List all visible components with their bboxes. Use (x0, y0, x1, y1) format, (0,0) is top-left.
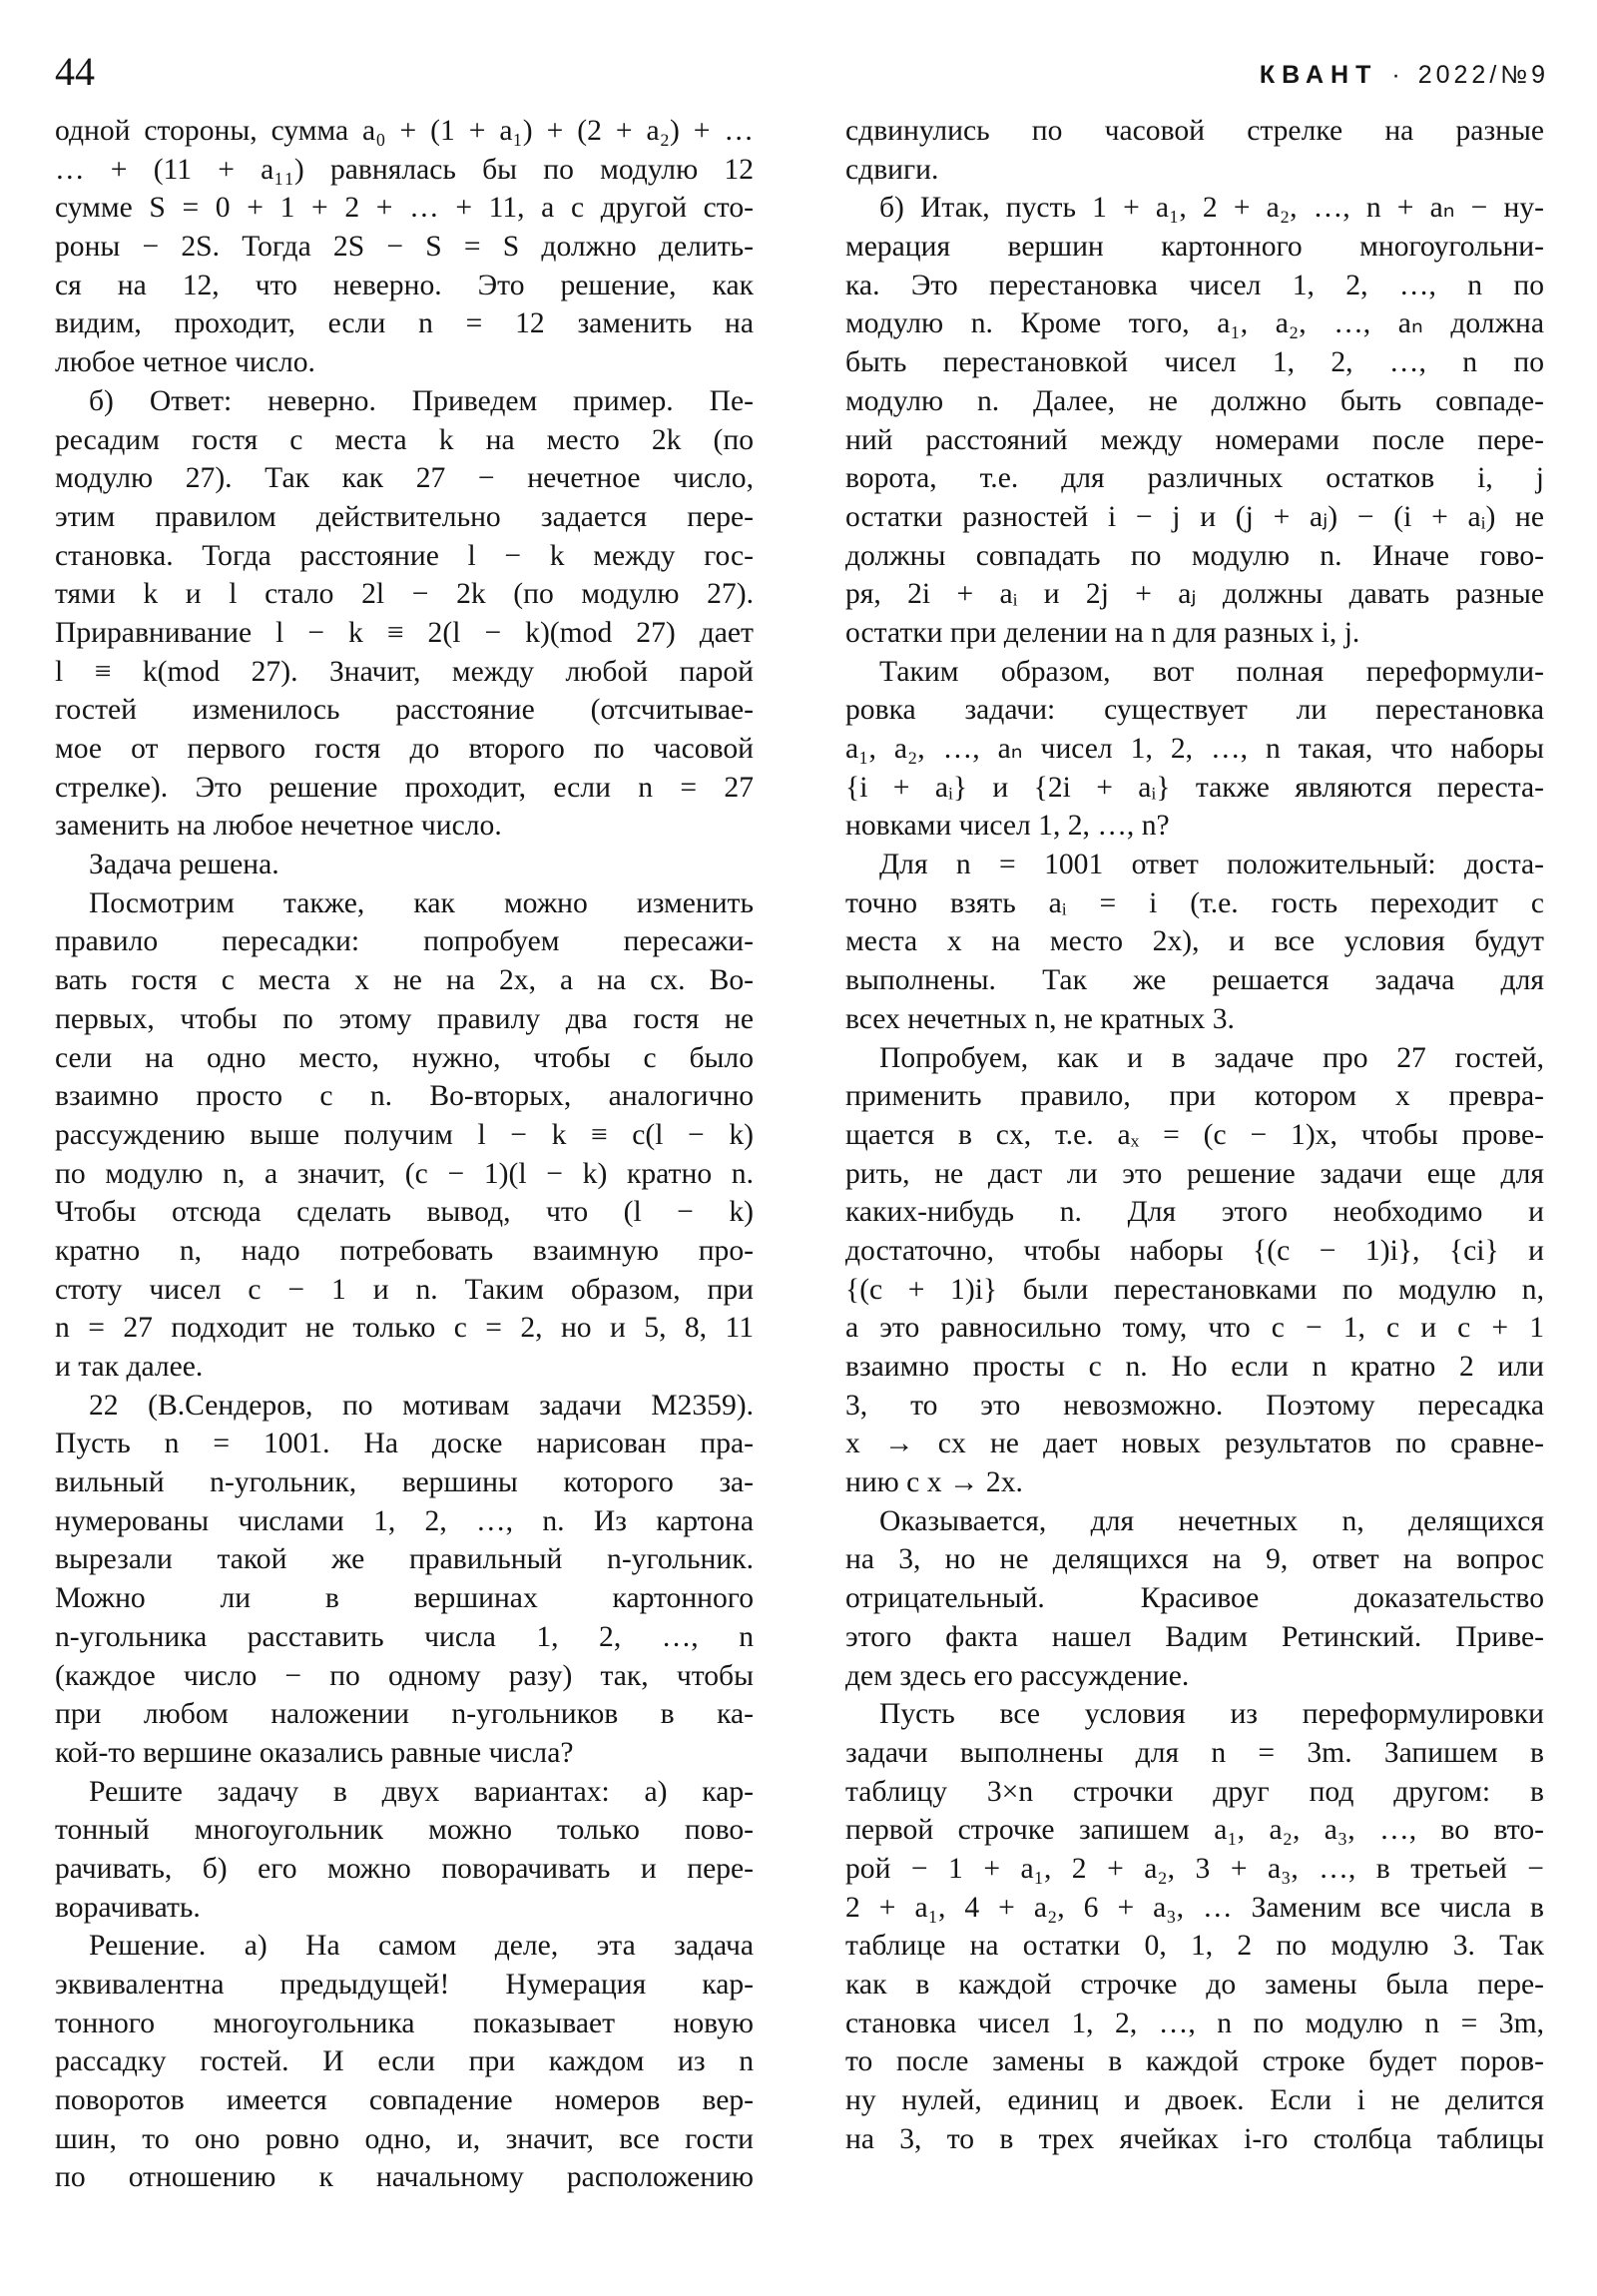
text-line: эквивалентна предыдущей! Нумерация кар- (55, 1969, 754, 2001)
text-line: кой-то вершине оказались равные числа? (55, 1736, 574, 1769)
text-line: стрелке). Это решение проходит, если n = 27 (55, 771, 754, 804)
text-line: тонный многоугольник можно только пово- (55, 1814, 754, 1847)
text-line: роны − 2S. Тогда 2S − S = S должно делить- (55, 231, 754, 264)
text-line: тонного многоугольника показывает новую (55, 2007, 754, 2039)
text-line: б) Итак, пусть 1 + a₁, 2 + a₂, …, n + aₙ − ну- (879, 192, 1544, 225)
text-line: стоту чисел c − 1 и n. Таким образом, при (55, 1273, 754, 1306)
text-line: сдвинулись по часовой стрелке на разные (845, 115, 1544, 147)
text-line: нумерованы числами 1, 2, …, n. Из картона (55, 1504, 754, 1537)
text-line: сели на одно место, нужно, чтобы c было (55, 1041, 754, 1074)
text-line: должны совпадать по модулю n. Иначе гово- (845, 539, 1544, 572)
text-line: x → cx не дает новых результатов по сравне- (845, 1428, 1544, 1460)
text-line: сдвиги. (845, 153, 939, 186)
text-line: вать гостя с места x не на 2x, а на cx. Во- (55, 964, 754, 997)
text-line: l ≡ k(mod 27). Значит, между любой парой (55, 655, 754, 688)
text-line: первой строчке запишем a₁, a₂, a₃, …, во вто- (845, 1814, 1544, 1847)
text-line: Оказывается, для нечетных n, делящихся (879, 1504, 1544, 1537)
text-line: … + (11 + a₁₁) равнялась бы по модулю 12 (55, 153, 754, 186)
text-line: ря, 2i + aᵢ и 2j + aⱼ должны давать разные (845, 578, 1544, 611)
text-line: ворота, т.е. для различных остатков i, j (845, 462, 1544, 495)
text-line: рассуждению выше получим l − k ≡ c(l − k) (55, 1118, 754, 1151)
text-line: n = 27 подходит не только c = 2, но и 5, 8, 11 (55, 1312, 754, 1345)
text-line: Пусть n = 1001. На доске нарисован пра- (55, 1428, 754, 1460)
text-line: то после замены в каждой строке будет поров- (845, 2045, 1544, 2078)
text-line: точно взять aᵢ = i (т.е. гость переходит с (845, 886, 1544, 919)
text-line: этим правилом действительно задается пере- (55, 500, 754, 533)
text-line: всех нечетных n, не кратных 3. (845, 1002, 1235, 1035)
text-line: б) Ответ: неверно. Приведем пример. Пе- (89, 384, 754, 417)
text-line: ресадим гостя с места k на место 2k (по (55, 423, 754, 456)
text-line: выполнены. Так же решается задача для (845, 964, 1544, 997)
text-line: новками чисел 1, 2, …, n? (845, 810, 1170, 843)
text-line: мерация вершин картонного многоугольни- (845, 231, 1544, 264)
issue-number: 2022/№9 (1417, 61, 1549, 89)
text-line: по отношению к начальному расположению (55, 2161, 754, 2194)
text-line: ровка задачи: существует ли перестановка (845, 694, 1544, 727)
page-number: 44 (55, 49, 95, 94)
text-line: отрицательный. Красивое доказательство (845, 1582, 1544, 1615)
text-line: на 3, но не делящихся на 9, ответ на вопрос (845, 1543, 1544, 1576)
text-line: при любом наложении n-угольников в ка- (55, 1698, 754, 1731)
text-line: модулю 27). Так как 27 − нечетное число, (55, 462, 754, 495)
text-line: ка. Это перестановка чисел 1, 2, …, n по (845, 269, 1544, 301)
text-line: ний расстояний между номерами после пере- (845, 423, 1544, 456)
text-line: щается в cx, т.е. aₓ = (c − 1)x, чтобы прове- (845, 1118, 1544, 1151)
text-line: остатки при делении на n для разных i, j. (845, 616, 1360, 649)
text-line: по модулю n, а значит, (c − 1)(l − k) кратно n. (55, 1157, 754, 1190)
text-line: задачи выполнены для n = 3m. Запишем в (845, 1736, 1544, 1769)
text-line: кратно n, надо потребовать взаимную про- (55, 1234, 754, 1267)
text-line: Решение. а) На самом деле, эта задача (89, 1930, 754, 1963)
text-line: становка чисел 1, 2, …, n по модулю n = 3m, (845, 2007, 1544, 2039)
text-line: ну нулей, единиц и двоек. Если i не делится (845, 2084, 1544, 2117)
text-line: 22 (В.Сендеров, по мотивам задачи М2359). (89, 1389, 754, 1422)
text-line: 2 + a₁, 4 + a₂, 6 + a₃, … Заменим все числа в (845, 1891, 1544, 1924)
text-line: видим, проходит, если n = 12 заменить на (55, 307, 754, 340)
text-line: модулю n. Далее, не должно быть совпаде- (845, 384, 1544, 417)
text-line: рить, не даст ли это решение задачи еще для (845, 1157, 1544, 1190)
text-line: рой − 1 + a₁, 2 + a₂, 3 + a₃, …, в третьей − (845, 1852, 1544, 1885)
text-line: рачивать, б) его можно поворачивать и пере- (55, 1852, 754, 1885)
text-line: остатки разностей i − j и (j + aⱼ) − (i + aᵢ) не (845, 500, 1544, 533)
text-line: Приравнивание l − k ≡ 2(l − k)(mod 27) дает (55, 616, 754, 649)
text-line: мое от первого гостя до второго по часовой (55, 733, 754, 765)
running-head (1260, 60, 1549, 90)
text-line: достаточно, чтобы наборы {(c − 1)i}, {ci} и (845, 1234, 1544, 1267)
text-line: а это равносильно тому, что c − 1, c и c + 1 (845, 1312, 1544, 1345)
text-line: таблицу 3×n строчки друг под другом: в (845, 1775, 1544, 1808)
text-line: (каждое число − по одному разу) так, чтобы (55, 1659, 754, 1692)
text-line: ворачивать. (55, 1891, 201, 1924)
text-line: Таким образом, вот полная переформули- (879, 655, 1544, 688)
text-line: шин, то оно ровно одно, и, значит, все гости (55, 2122, 754, 2155)
text-line: Пусть все условия из переформулировки (879, 1698, 1544, 1731)
text-line: гостей изменилось расстояние (отсчитывае- (55, 694, 754, 727)
text-line: взаимно просто с n. Во-вторых, аналогично (55, 1080, 754, 1113)
left-column (55, 112, 754, 2197)
text-line: первых, чтобы по этому правилу два гостя не (55, 1002, 754, 1035)
text-line: этого факта нашел Вадим Ретинский. Приве- (845, 1620, 1544, 1653)
text-line: применить правило, при котором x превра- (845, 1080, 1544, 1113)
text-line: одной стороны, сумма a₀ + (1 + a₁) + (2 + a₂) + … (55, 115, 754, 147)
text-line: 3, то это невозможно. Поэтому пересадка (845, 1389, 1544, 1422)
text-line: вырезали такой же правильный n-угольник. (55, 1543, 754, 1576)
text-line: дем здесь его рассуждение. (845, 1659, 1190, 1692)
text-line: поворотов имеется совпадение номеров вер- (55, 2084, 754, 2117)
text-line: таблице на остатки 0, 1, 2 по модулю 3. Так (845, 1930, 1544, 1963)
header-separator: · (1391, 61, 1404, 89)
text-line: Чтобы отсюда сделать вывод, что (l − k) (55, 1196, 754, 1229)
text-line: правило пересадки: попробуем пересажи- (55, 925, 754, 958)
journal-title: КВАНТ (1259, 61, 1378, 89)
text-line: становка. Тогда расстояние l − k между гос- (55, 539, 754, 572)
text-line: a₁, a₂, …, aₙ чисел 1, 2, …, n такая, что наборы (845, 733, 1544, 765)
text-line: Можно ли в вершинах картонного (55, 1582, 754, 1615)
text-line: {(c + 1)i} были перестановками по модулю n, (845, 1273, 1544, 1306)
text-line: заменить на любое нечетное число. (55, 810, 502, 843)
text-line: {i + aᵢ} и {2i + aᵢ} также являются переста- (845, 771, 1544, 804)
text-line: ся на 12, что неверно. Это решение, как (55, 269, 754, 301)
page-header (55, 49, 1549, 94)
text-line: каких-нибудь n. Для этого необходимо и (845, 1196, 1544, 1229)
text-line: Посмотрим также, как можно изменить (89, 886, 754, 919)
text-line: модулю n. Кроме того, a₁, a₂, …, aₙ должна (845, 307, 1544, 340)
text-line: Попробуем, как и в задаче про 27 гостей, (879, 1041, 1544, 1074)
text-line: места x на место 2x), и все условия будут (845, 925, 1544, 958)
text-line: сумме S = 0 + 1 + 2 + … + 11, а с другой сто- (55, 192, 754, 225)
text-line: на 3, то в трех ячейках i-го столбца таблицы (845, 2122, 1544, 2155)
text-line: тями k и l стало 2l − 2k (по модулю 27). (55, 578, 754, 611)
text-line: рассадку гостей. И если при каждом из n (55, 2045, 754, 2078)
text-line: взаимно просты с n. Но если n кратно 2 или (845, 1351, 1544, 1383)
text-line: быть перестановкой чисел 1, 2, …, n по (845, 346, 1544, 379)
text-line: Для n = 1001 ответ положительный: доста- (879, 849, 1544, 881)
text-line: и так далее. (55, 1351, 204, 1383)
text-line: Решите задачу в двух вариантах: а) кар- (89, 1775, 754, 1808)
text-line: n-угольника расставить числа 1, 2, …, n (55, 1620, 754, 1653)
text-line: вильный n-угольник, вершины которого за- (55, 1466, 754, 1499)
text-line: нию с x → 2x. (845, 1466, 1023, 1499)
text-line: Задача решена. (89, 849, 279, 881)
right-column (845, 112, 1544, 2158)
text-line: как в каждой строчке до замены была пере- (845, 1969, 1544, 2001)
text-line: любое четное число. (55, 346, 315, 379)
